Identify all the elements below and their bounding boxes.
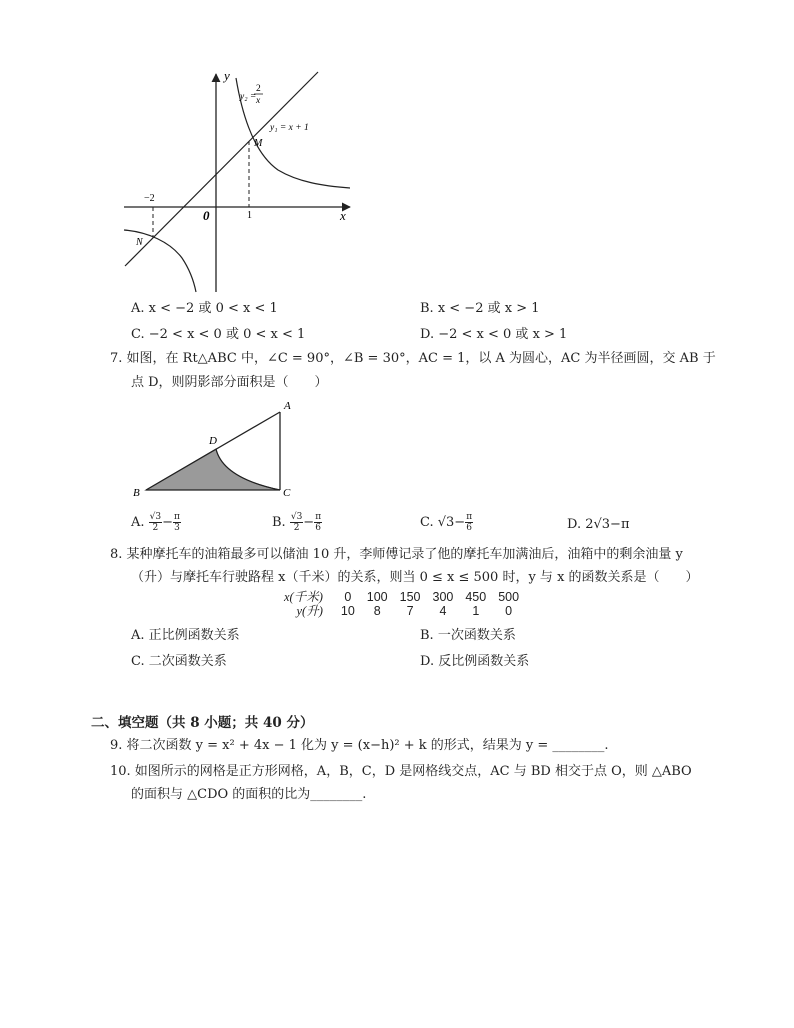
q8-data-table [278,590,525,618]
q8-option-c: C. 二次函数关系 [131,654,227,669]
hyperbola-branch-q3 [124,230,196,292]
q7-b-frac1: $\frac{√3}{2}$ [290,512,303,533]
q7-stem-line1: 7. 如图，在 Rt△ABC 中，∠C = 90°，∠B = 30°，AC = 1，以 A 为圆心，AC 为半径画圆，交 AB 于 [110,351,716,366]
q10-stem-line2: 的面积与 △CDO 的面积的比为________. [131,787,367,802]
q6-option-a: A. x < −2 或 0 < x < 1 [131,301,278,316]
triangle-figure [128,396,303,506]
label-y2-den: x [256,96,261,106]
q9-stem: 9. 将二次函数 y = x² + 4x − 1 化为 y = (x−h)² + k 的形式，结果为 y = ________. [110,738,609,753]
q7-option-b: B. $\frac{√3}{2}$ − $\frac{\pi}{6}$ [272,512,322,533]
label-y1: y₁ = x + 1 [270,123,309,133]
label-B: B [133,487,140,499]
table-row-x: x(千米) 0 100 150 300 450 500 [278,590,525,604]
label-D: D [209,435,217,447]
shaded-region [146,449,280,490]
q7-a-frac1: $\frac{√3}{2}$ [149,512,162,533]
label-origin: 0 [203,208,210,223]
q7-option-d: D. 2√3−π [567,517,630,532]
label-y2-num: 2 [256,84,261,94]
label-N: N [136,237,143,248]
tick-1: 1 [247,210,252,221]
q7-b-frac2: $\frac{\pi}{6}$ [315,512,322,533]
tick-neg2: −2 [144,193,155,204]
q8-option-a: A. 正比例函数关系 [131,628,240,643]
q8-stem-line1: 8. 某种摩托车的油箱最多可以储油 10 升，李师傅记录了他的摩托车加满油后，油箱中的剩余油量 y [110,547,683,562]
label-x: x [340,208,346,223]
q7-option-c: C. √3− $\frac{\pi}{6}$ [420,512,473,533]
q8-stem-line2: （升）与摩托车行驶路程 x（千米）的关系，则当 0 ≤ x ≤ 500 时，y 与 x 的函数关系是（ ） [131,570,699,585]
label-y2: y₂ = [240,92,257,102]
q7-c-frac: $\frac{\pi}{6}$ [466,512,473,533]
q6-option-c: C. −2 < x < 0 或 0 < x < 1 [131,327,306,342]
q10-stem-line1: 10. 如图所示的网格是正方形网格，A，B，C，D 是网格线交点，AC 与 BD 相交于点 O，则 △ABO [110,764,692,779]
x-header: x(千米) [284,590,323,604]
q7-a-frac2: $\frac{\pi}{3}$ [174,512,180,533]
q8-option-d: D. 反比例函数关系 [420,654,530,669]
function-graph [118,66,363,296]
y-header: y(升) [296,604,323,618]
label-y: y [224,68,230,83]
label-M: M [254,138,263,149]
q6-option-d: D. −2 < x < 0 或 x > 1 [420,327,568,342]
q6-option-b: B. x < −2 或 x > 1 [420,301,540,316]
q7-option-a: A. $\frac{√3}{2}$ − $\frac{\pi}{3}$ [131,512,180,533]
q7-stem-line2: 点 D，则阴影部分面积是（ ） [131,375,328,390]
q8-option-b: B. 一次函数关系 [420,628,516,643]
label-A: A [284,400,291,412]
label-C: C [283,487,291,499]
table-row-y: y(升) 10 8 7 4 1 0 [278,604,525,618]
section-title: 二、填空题（共 8 小题；共 40 分） [91,715,314,731]
